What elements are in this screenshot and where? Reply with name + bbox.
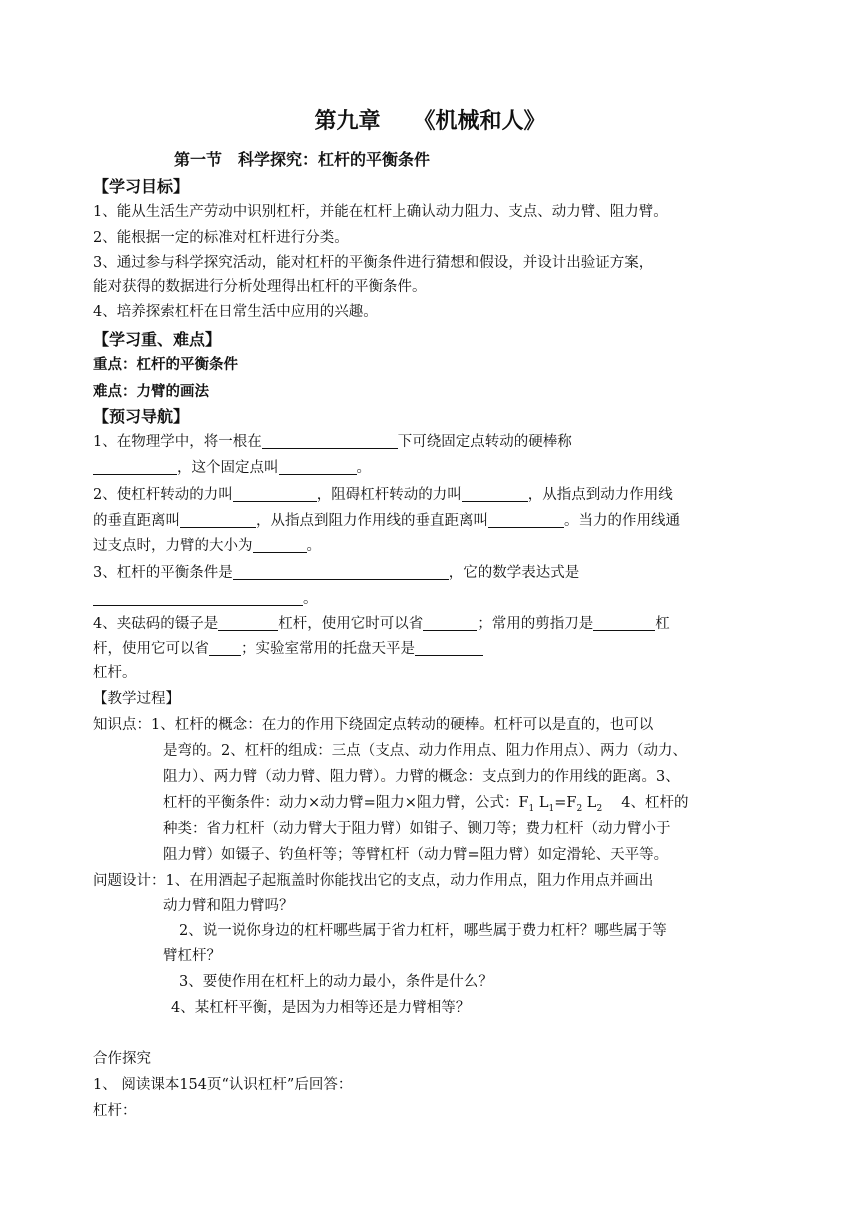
answer-blank[interactable] [593, 614, 655, 631]
q2-text-e: ，从指点到阻力作用线的垂直距离叫 [256, 513, 488, 529]
q4-text-a: 4、夹砝码的镊子是 [93, 616, 219, 632]
answer-blank[interactable] [462, 485, 528, 502]
q4-text-c: ；常用的剪指刀是 [477, 616, 594, 632]
coop-line-1: 1、 阅读课本154页“认识杠杆”后回答： [93, 1077, 353, 1093]
goal-item-4: 4、培养探索杠杆在日常生活中应用的兴趣。 [93, 304, 378, 320]
answer-blank[interactable] [93, 589, 303, 606]
preview-q1 [93, 429, 572, 455]
coop-heading: 合作探究 [93, 1051, 151, 1067]
q3-text-a: 3、杠杆的平衡条件是 [93, 565, 233, 581]
formula-text: =F [554, 795, 577, 811]
coop-line-2: 杠杆： [93, 1103, 137, 1119]
answer-blank[interactable] [93, 458, 177, 475]
answer-blank[interactable] [262, 432, 398, 449]
knowledge-line-6: 阻力臂）如镊子、钓鱼杆等；等臂杠杆（动力臂=阻力臂）如定滑轮、天平等。 [163, 847, 669, 863]
preview-q2 [93, 482, 673, 508]
subscript: 2 [576, 803, 583, 814]
subscript: 1 [548, 803, 555, 814]
preview-q3-cont [93, 586, 318, 612]
answer-blank[interactable] [279, 458, 357, 475]
answer-blank[interactable] [488, 511, 564, 528]
preview-q3 [93, 560, 579, 586]
goal-item-3: 3、通过参与科学探究活动，能对杠杆的平衡条件进行猜想和假设，并设计出验证方案， [93, 255, 654, 271]
keypoints-heading: 【学习重、难点】 [93, 330, 222, 349]
problem-line-3: 2、说一说你身边的杠杆哪些属于省力杠杆，哪些属于费力杠杆？哪些属于等 [179, 923, 667, 939]
q4-text-d: 杠 [655, 616, 670, 632]
key-point: 重点：杠杆的平衡条件 [93, 357, 238, 373]
knowledge-line-2: 是弯的。2、杠杆的组成：三点（支点、动力作用点、阻力作用点）、两力（动力、 [163, 743, 687, 759]
formula-text: 4、杠杆的 [602, 795, 689, 811]
problem-line-4: 臂杠杆？ [163, 948, 221, 964]
answer-blank[interactable] [423, 614, 477, 631]
section-subtitle: 第一节 科学探究：杠杆的平衡条件 [174, 150, 431, 169]
q1-text-c: ，这个固定点叫 [177, 460, 279, 476]
q4-text-f: ；实验室常用的托盘天平是 [241, 641, 415, 657]
preview-q2-cont [93, 508, 680, 534]
goals-heading: 【学习目标】 [93, 177, 190, 196]
q1-text-d: 。 [356, 460, 371, 476]
q4-text-b: 杠杆，使用它时可以省 [278, 616, 424, 632]
q4-text-e: 杆，使用它可以省 [93, 641, 209, 657]
chapter-title: 第九章 《机械和人》 [314, 109, 546, 134]
q2-text-h: 。 [306, 538, 321, 554]
goal-item-2: 2、能根据一定的标准对杠杆进行分类。 [93, 230, 349, 246]
q2-text-c: ，从指点到动力作用线 [527, 487, 673, 503]
answer-blank[interactable] [253, 536, 307, 553]
preview-q4-cont2: 杠杆。 [93, 665, 137, 681]
answer-blank[interactable] [233, 563, 449, 580]
knowledge-line-1: 知识点：1、杠杆的概念：在力的作用下绕固定点转动的硬棒。杠杆可以是直的，也可以 [93, 717, 654, 733]
preview-heading: 【预习导航】 [93, 407, 190, 426]
q2-text-a: 2、使杠杆转动的力叫 [93, 487, 233, 503]
q1-text-b: 下可绕固定点转动的硬棒称 [397, 434, 572, 450]
q2-text-g: 过支点时，力臂的大小为 [93, 538, 253, 554]
answer-blank[interactable] [415, 639, 483, 656]
answer-blank[interactable] [209, 639, 241, 656]
q2-text-b: ，阻碍杠杆转动的力叫 [316, 487, 462, 503]
problem-line-6: 4、某杠杆平衡，是因为力相等还是力臂相等？ [171, 1000, 471, 1016]
process-heading: 【教学过程】 [93, 691, 180, 707]
answer-blank[interactable] [180, 511, 256, 528]
q1-text-a: 1、在物理学中，将一根在 [93, 434, 262, 450]
problem-line-5: 3、要使作用在杠杆上的动力最小，条件是什么？ [179, 974, 493, 990]
formula-text: L [582, 795, 597, 811]
answer-blank[interactable] [218, 614, 278, 631]
knowledge-line-3: 阻力）、两力臂（动力臂、阻力臂）。力臂的概念：支点到力的作用线的距离。3、 [163, 769, 680, 785]
preview-q2-cont2 [93, 533, 321, 559]
q3-text-b: ，它的数学表达式是 [448, 565, 580, 581]
q2-text-f: 。当力的作用线通 [564, 513, 680, 529]
formula-text: L [534, 795, 549, 811]
subscript: 2 [596, 803, 603, 814]
difficult-point: 难点：力臂的画法 [93, 384, 209, 400]
goal-item-1: 1、能从生活生产劳动中识别杠杆，并能在杠杆上确认动力阻力、支点、动力臂、阻力臂。 [93, 204, 668, 220]
knowledge-line-5: 种类：省力杠杆（动力臂大于阻力臂）如钳子、铡刀等；费力杠杆（动力臂小于 [163, 821, 671, 837]
preview-q4-cont [93, 636, 483, 662]
formula-text: 杠杆的平衡条件：动力×动力臂=阻力×阻力臂，公式：F [163, 795, 529, 811]
q2-text-d: 的垂直距离叫 [93, 513, 180, 529]
problem-line-1: 问题设计：1、在用酒起子起瓶盖时你能找出它的支点，动力作用点，阻力作用点并画出 [93, 873, 654, 889]
preview-q4 [93, 611, 670, 637]
q3-text-c: 。 [303, 591, 318, 607]
subscript: 1 [528, 803, 535, 814]
goal-item-3-cont: 能对获得的数据进行分析处理得出杠杆的平衡条件。 [93, 279, 427, 295]
preview-q1-cont [93, 455, 371, 481]
problem-line-2: 动力臂和阻力臂吗？ [163, 898, 294, 914]
answer-blank[interactable] [233, 485, 317, 502]
